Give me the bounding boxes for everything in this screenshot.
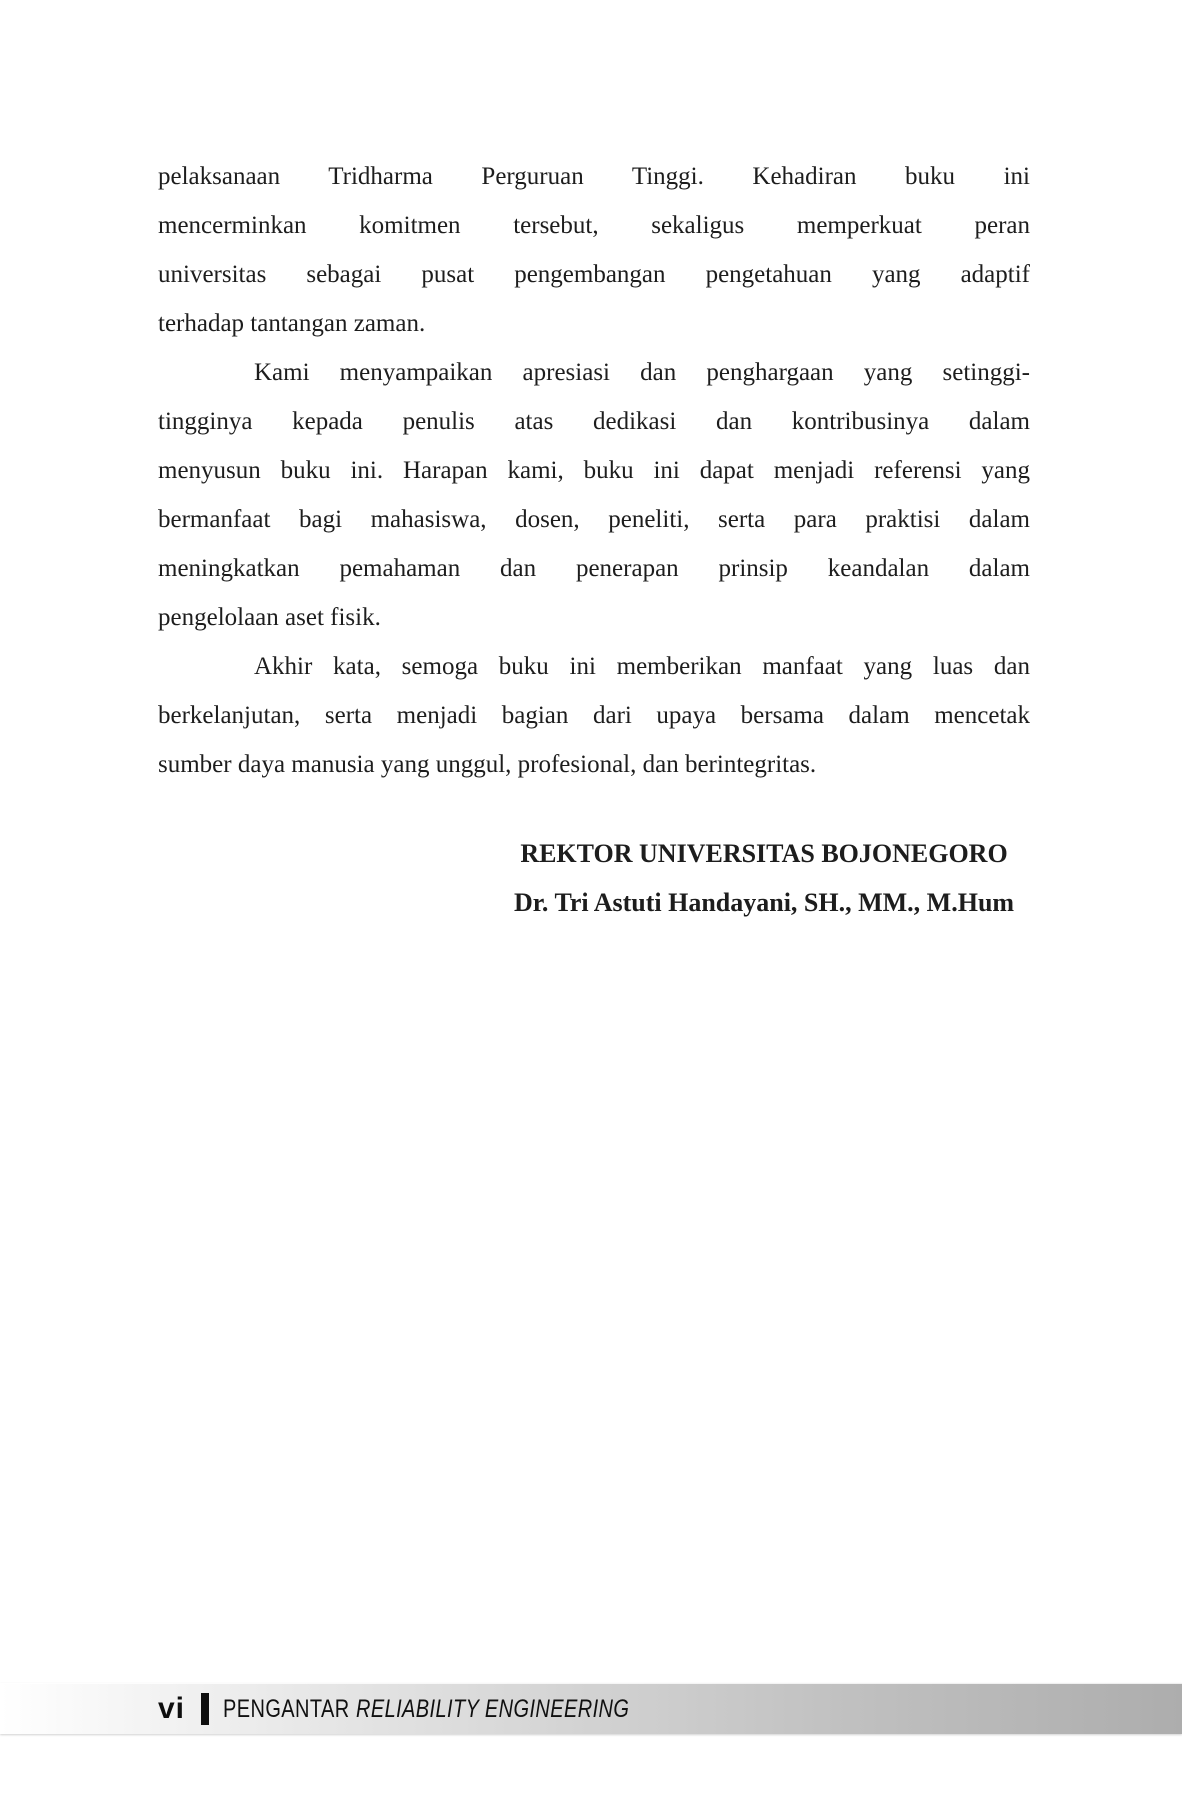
- text-line: meningkatkan pemahaman dan penerapan prinsip keandalan dalam: [158, 555, 1030, 582]
- text-line: bermanfaat bagi mahasiswa, dosen, peneliti, serta para praktisi dalam: [158, 506, 1030, 533]
- text-line: menyusun buku ini. Harapan kami, buku ini dapat menjadi referensi yang: [158, 457, 1030, 484]
- text-line: Akhir kata, semoga buku ini memberikan manfaat yang luas dan: [254, 653, 1030, 680]
- footer-divider: [201, 1693, 209, 1725]
- book-title-prefix: PENGANTAR: [223, 1694, 350, 1723]
- signature-block: [514, 829, 1014, 927]
- text-line: pengelolaan aset fisik.: [158, 604, 381, 631]
- page-number: vi: [158, 1692, 186, 1725]
- book-title-italic: RELIABILITY ENGINEERING: [356, 1694, 630, 1723]
- text-line: berkelanjutan, serta menjadi bagian dari upaya bersama dalam mencetak: [158, 702, 1030, 729]
- text-line: sumber daya manusia yang unggul, profesional, dan berintegritas.: [158, 751, 817, 778]
- text-line: pelaksanaan Tridharma Perguruan Tinggi. Kehadiran buku ini: [158, 163, 1030, 190]
- book-title: [223, 1695, 629, 1724]
- text-line: terhadap tantangan zaman.: [158, 310, 426, 337]
- footer-band: [0, 1683, 1182, 1734]
- body-text: [158, 152, 1030, 927]
- text-line: tingginya kepada penulis atas dedikasi dan kontribusinya dalam: [158, 408, 1030, 435]
- text-line: universitas sebagai pusat pengembangan pengetahuan yang adaptif: [158, 261, 1030, 288]
- signature-role: REKTOR UNIVERSITAS BOJONEGORO: [520, 839, 1008, 868]
- signature-name: Dr. Tri Astuti Handayani, SH., MM., M.Hum: [514, 888, 1015, 917]
- text-line: Kami menyampaikan apresiasi dan penghargaan yang setinggi-: [254, 359, 1030, 386]
- text-line: mencerminkan komitmen tersebut, sekaligus memperkuat peran: [158, 212, 1030, 239]
